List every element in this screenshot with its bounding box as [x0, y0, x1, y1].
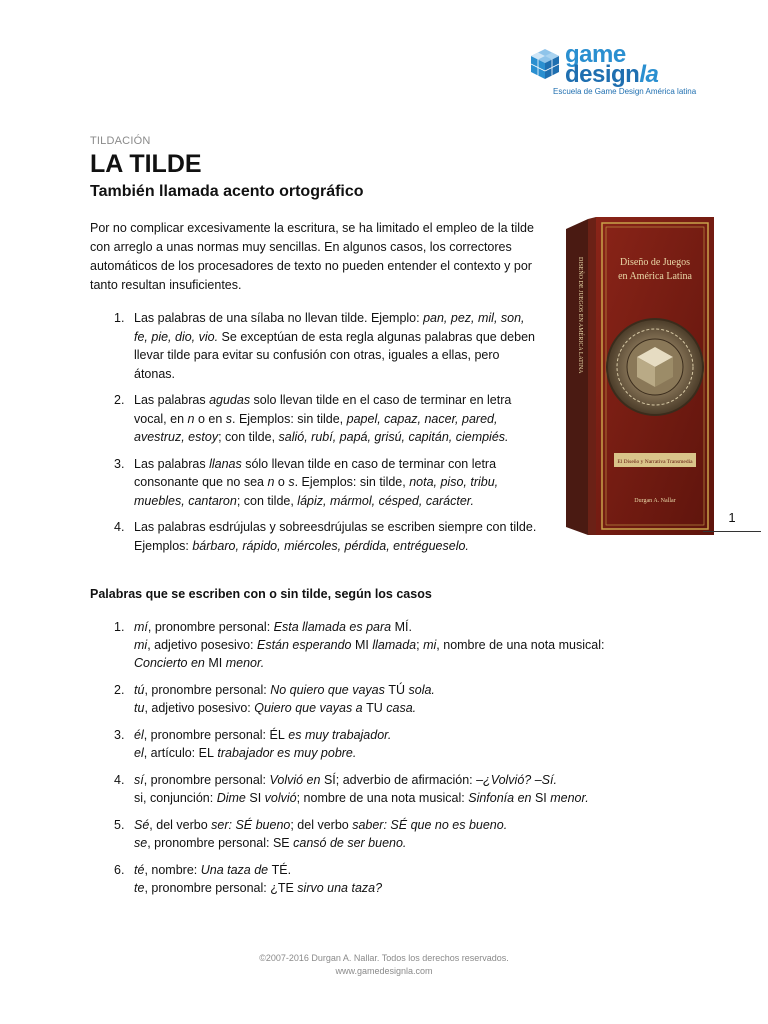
text-segment: volvió: [261, 791, 297, 805]
text-segment: Las palabras: [134, 393, 210, 407]
text-segment: , adjetivo posesivo:: [144, 701, 255, 715]
list-number: 2.: [114, 683, 125, 697]
list-number: 2.: [114, 393, 125, 407]
text-segment: saber: SÉ que no es bueno.: [352, 818, 508, 832]
page-number: 1: [728, 510, 736, 525]
text-segment: ; adverbio de afirmación:: [335, 773, 477, 787]
text-segment: .: [408, 620, 412, 634]
text-segment: . Ejemplos: sin tilde,: [294, 475, 410, 489]
text-segment: el: [134, 746, 144, 760]
text-segment: MI: [208, 656, 223, 670]
page-footer: [0, 952, 768, 978]
text-segment: ;: [416, 638, 424, 652]
text-segment: TÉ: [271, 863, 288, 877]
case-line: [134, 879, 650, 897]
text-segment: o en: [194, 411, 226, 426]
text-segment: , pronombre personal:: [147, 620, 274, 634]
rule-item: [90, 455, 540, 511]
text-segment: té: [134, 863, 145, 877]
text-segment: Las palabras de una sílaba no llevan tilde. Ejemplo:: [134, 311, 424, 325]
text-segment: Las palabras: [134, 456, 210, 471]
text-segment: nota, piso, tribu, muebles, cantaron: [134, 475, 499, 508]
text-segment: n: [267, 475, 275, 489]
rule-item: [90, 309, 540, 383]
section-label: TILDACIÓN: [90, 135, 151, 147]
text-segment: ¿TE: [270, 881, 294, 895]
accent-cases-list: [90, 618, 650, 906]
text-segment: mí: [134, 620, 148, 634]
case-line: [134, 789, 650, 807]
text-segment: te: [134, 881, 145, 895]
text-segment: , artículo:: [143, 746, 199, 760]
text-segment: .: [287, 863, 292, 877]
text-segment: s: [288, 475, 295, 489]
text-segment: MI: [355, 638, 369, 652]
text-segment: sí: [134, 773, 144, 787]
text-segment: si: [134, 791, 144, 805]
text-segment: ; nombre de una nota musical:: [296, 791, 469, 805]
text-segment: , pronombre personal:: [147, 836, 273, 850]
book-title-line2: en América Latina: [618, 271, 692, 282]
text-segment: Esta llamada es para: [273, 620, 395, 634]
text-segment: agudas: [209, 393, 251, 407]
text-segment: o: [274, 475, 289, 489]
case-line: [134, 726, 650, 744]
text-segment: casa.: [382, 701, 417, 715]
case-item: [90, 618, 650, 672]
logo-word-game: game: [565, 41, 626, 68]
case-line: [134, 699, 650, 717]
rule-item: [90, 391, 540, 447]
text-segment: ; del verbo: [290, 818, 353, 832]
text-segment: ser: SÉ bueno: [211, 818, 291, 832]
text-segment: EL: [198, 746, 214, 760]
text-segment: Se exceptúan de esta regla algunas palabras que deben llevar tilde para evitar su confusión con otras, iguales a ellas, pero átonas.: [134, 329, 535, 381]
text-segment: menor.: [222, 656, 265, 670]
text-segment: Sinfonía en: [468, 791, 535, 805]
text-segment: Volvió en: [269, 773, 324, 787]
text-segment: sólo llevan tilde en caso de terminar con letra consonante que no sea: [134, 456, 497, 489]
text-segment: , conjunción:: [143, 791, 217, 805]
case-line: [134, 618, 650, 636]
text-segment: Las palabras esdrújulas y sobreesdrújulas se escriben siempre con tilde. Ejemplos:: [134, 520, 537, 553]
case-line: [134, 654, 650, 672]
footer-copyright: ©2007-2016 Durgan A. Nallar. Todos los derechos reservados.: [259, 953, 509, 963]
text-segment: bárbaro, rápido, miércoles, pérdida, entrégueselo.: [192, 538, 469, 553]
text-segment: solo llevan tilde en el caso de terminar en letra vocal, en: [134, 393, 512, 426]
text-segment: ; con tilde,: [236, 493, 298, 508]
text-segment: sola.: [405, 683, 435, 697]
text-segment: Quiero que vayas a: [254, 701, 367, 715]
cases-subheading: Palabras que se escriben con o sin tilde, según los casos: [90, 587, 432, 601]
book-cover-image: [566, 217, 714, 535]
text-segment: ÉL: [269, 728, 285, 742]
logo-tagline: Escuela de Game Design América latina: [553, 87, 697, 96]
text-segment: –¿Volvió? –Sí.: [476, 773, 557, 787]
text-segment: Están esperando: [257, 638, 355, 652]
text-segment: salió, rubí, papá, grisú, capitán, ciempiés.: [278, 430, 509, 444]
case-line: [134, 744, 650, 762]
text-segment: No quiero que vayas: [270, 683, 389, 697]
text-segment: Dime: [216, 791, 250, 805]
case-line: [134, 816, 650, 834]
list-number: 5.: [114, 818, 125, 832]
text-segment: , pronombre personal:: [144, 881, 271, 895]
intro-paragraph: Por no complicar excesivamente la escritura, se ha limitado el empleo de la tilde con arreglo a unas normas muy sencillas. En algunos casos, los correctores automáticos de los procesadores de texto no pueden entender el contexto y por tanto resultan insuficientes.: [90, 221, 534, 292]
text-segment: n: [187, 411, 195, 426]
case-item: [90, 816, 650, 852]
text-segment: mi: [423, 638, 437, 652]
list-number: 6.: [114, 863, 125, 877]
case-item: [90, 771, 650, 807]
page-number-rule: [703, 531, 761, 532]
text-segment: Concierto en: [134, 656, 209, 670]
text-segment: s: [225, 411, 232, 426]
text-segment: SÍ: [323, 773, 336, 787]
list-number: 3.: [114, 456, 125, 471]
text-segment: SI: [534, 791, 547, 805]
case-line: [134, 771, 650, 789]
text-segment: , pronombre personal:: [143, 728, 270, 742]
text-segment: . Ejemplos: sin tilde,: [232, 411, 347, 426]
case-item: [90, 861, 650, 897]
book-author: Durgan A. Nallar: [634, 498, 676, 504]
list-number: 4.: [114, 520, 125, 534]
text-segment: Una taza de: [200, 863, 272, 877]
text-segment: , nombre de una nota musical:: [436, 638, 605, 652]
book-spine-text: DISEÑO DE JUEGOS EN AMÉRICA LATINA: [577, 257, 583, 374]
text-segment: , adjetivo posesivo:: [147, 638, 257, 652]
text-segment: se: [134, 836, 148, 850]
case-line: [134, 681, 650, 699]
accent-rules-list: [90, 309, 540, 563]
text-segment: tu: [134, 701, 145, 715]
text-segment: llanas: [209, 456, 242, 471]
list-number: 1.: [114, 620, 125, 634]
text-segment: , pronombre personal:: [144, 683, 271, 697]
cubes-logo-icon: [527, 47, 563, 83]
rule-item: [90, 518, 540, 555]
text-segment: llamada: [368, 638, 417, 652]
book-banner-text: El Diseño y Narrativa Transmedia: [617, 459, 693, 465]
text-segment: , nombre:: [144, 863, 201, 877]
page-subtitle: También llamada acento ortográfico: [90, 183, 364, 200]
text-segment: , del verbo: [149, 818, 212, 832]
text-segment: él: [134, 728, 144, 742]
list-number: 1.: [114, 311, 125, 325]
page-title: LA TILDE: [90, 150, 202, 178]
text-segment: tú: [134, 683, 145, 697]
list-number: 3.: [114, 728, 125, 742]
text-segment: lápiz, mármol, césped, carácter.: [297, 493, 474, 508]
text-segment: mi: [134, 638, 148, 652]
text-segment: cansó de ser bueno.: [289, 836, 407, 850]
text-segment: TU: [366, 701, 383, 715]
case-line: [134, 636, 650, 654]
case-line: [134, 834, 650, 852]
text-segment: menor.: [546, 791, 589, 805]
text-segment: SE: [272, 836, 290, 850]
text-segment: SI: [249, 791, 262, 805]
text-segment: sirvo una taza?: [293, 881, 383, 895]
text-segment: papel, capaz, nacer, pared, avestruz, estoy: [134, 411, 498, 444]
text-segment: MÍ: [394, 620, 409, 634]
case-item: [90, 681, 650, 717]
footer-website: www.gamedesignla.com: [335, 966, 433, 976]
text-segment: TÚ: [388, 683, 406, 697]
case-line: [134, 861, 650, 879]
text-segment: es muy trabajador.: [284, 728, 392, 742]
text-segment: ; con tilde,: [218, 430, 279, 444]
text-segment: trabajador es muy pobre.: [213, 746, 357, 760]
text-segment: Sé: [134, 818, 150, 832]
logo-word-design: designla: [565, 61, 659, 88]
text-segment: , pronombre personal:: [143, 773, 270, 787]
list-number: 4.: [114, 773, 125, 787]
case-item: [90, 726, 650, 762]
text-segment: pan, pez, mil, son, fe, pie, dio, vio.: [134, 311, 525, 344]
logo: [527, 41, 697, 101]
book-title-line1: Diseño de Juegos: [620, 257, 690, 268]
